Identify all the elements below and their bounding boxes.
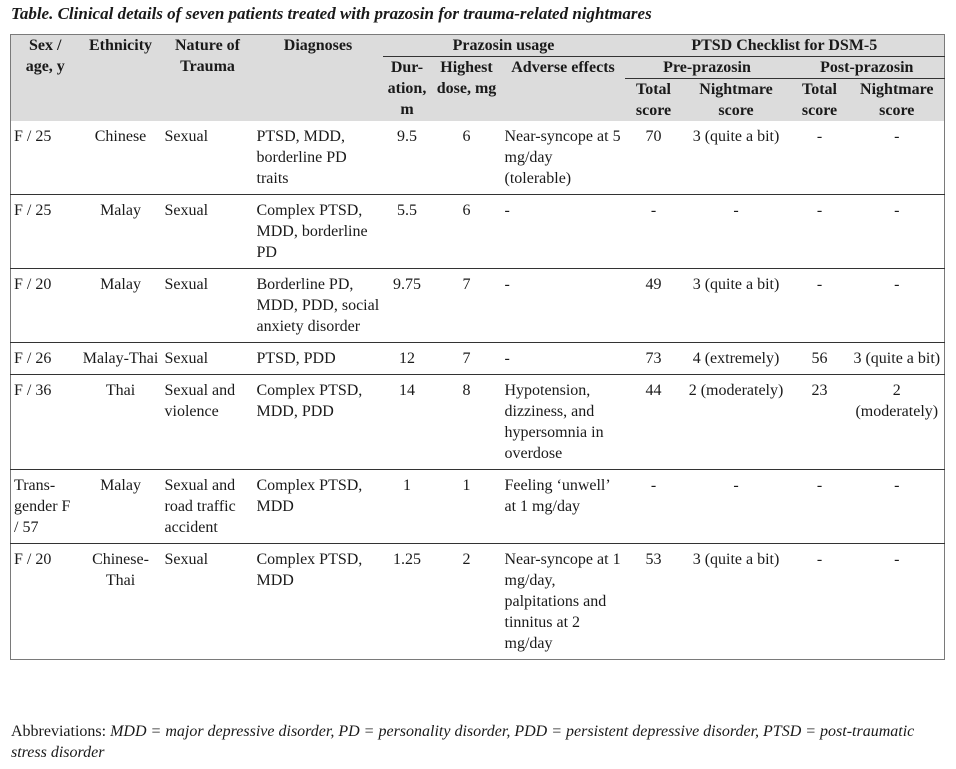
table-row (11, 121, 945, 195)
cell-diagnoses: PTSD, PDD (256, 350, 336, 367)
footnote-text: MDD = major depressive disorder, PD = personality disorder, PDD = persistent depressive disorder, PTSD = post-traumatic stress disorder (11, 723, 915, 761)
cell-adverse-effects: Near-syncope at 5 mg/day (tolerable) (504, 128, 621, 187)
cell-pre-nightmare-score: - (733, 477, 739, 494)
cell-duration: 5.5 (397, 202, 417, 219)
cell-duration: 14 (399, 382, 415, 399)
cell-post-nightmare-score: - (894, 202, 900, 219)
cell-diagnoses: Complex PTSD, MDD (256, 477, 363, 515)
cell-post-nightmare-score: - (894, 276, 900, 293)
header-highest-dose: Highest dose, mg (436, 59, 497, 97)
cell-adverse-effects: Near-syncope at 1 mg/day, palpitations and tinnitus at 2 mg/day (504, 551, 621, 652)
cell-adverse-effects: - (504, 276, 510, 293)
cell-sex-age: F / 36 (14, 382, 52, 399)
cell-adverse-effects: Hypotension, dizziness, and hypersomnia in overdose (504, 382, 604, 462)
cell-sex-age: F / 20 (14, 276, 52, 293)
cell-ethnicity: Malay (100, 202, 141, 219)
header-ethnicity: Ethnicity (88, 37, 153, 54)
header-pre-nightmare-score: Nightmare score (699, 81, 773, 119)
cell-post-nightmare-score: 3 (quite a bit) (853, 350, 941, 367)
patient-table (10, 34, 945, 660)
table-body (11, 121, 945, 660)
cell-pre-nightmare-score: 3 (quite a bit) (692, 128, 780, 145)
cell-highest-dose: 2 (462, 551, 471, 568)
cell-post-total-score: - (816, 128, 823, 145)
cell-pre-total-score: 44 (645, 382, 662, 399)
cell-pre-total-score: - (650, 477, 657, 494)
header-ptsd-checklist: PTSD Checklist for DSM-5 (625, 35, 945, 57)
footnote-prefix: Abbreviations: (11, 723, 111, 740)
cell-duration: 9.5 (397, 128, 417, 145)
cell-pre-nightmare-score: 4 (extremely) (692, 350, 780, 367)
cell-pre-total-score: - (650, 202, 657, 219)
cell-highest-dose: 6 (462, 128, 471, 145)
header-adverse-effects: Adverse effects (511, 59, 615, 76)
cell-duration: 1 (403, 477, 411, 494)
cell-sex-age: F / 26 (14, 350, 52, 367)
header-sex-age: Sex / age, y (25, 37, 65, 75)
cell-pre-nightmare-score: - (733, 202, 739, 219)
cell-post-total-score: 23 (811, 382, 828, 399)
cell-duration: 9.75 (393, 276, 421, 293)
cell-diagnoses: Complex PTSD, MDD, PDD (256, 382, 363, 420)
cell-ethnicity: Chinese-Thai (92, 551, 149, 589)
cell-pre-nightmare-score: 3 (quite a bit) (692, 551, 780, 568)
cell-adverse-effects: - (504, 350, 510, 367)
cell-nature-of-trauma: Sexual and road traffic accident (164, 477, 236, 536)
cell-nature-of-trauma: Sexual (164, 202, 209, 219)
table-row (11, 269, 945, 343)
cell-highest-dose: 7 (462, 350, 471, 367)
cell-pre-total-score: 49 (645, 276, 662, 293)
header-nature-of-trauma: Nature of Trauma (174, 37, 241, 75)
cell-pre-total-score: 70 (645, 128, 662, 145)
cell-nature-of-trauma: Sexual (164, 350, 209, 367)
cell-ethnicity: Thai (105, 382, 136, 399)
header-pre-total-score: Total score (635, 81, 672, 119)
cell-nature-of-trauma: Sexual (164, 276, 209, 293)
cell-diagnoses: Borderline PD, MDD, PDD, social anxiety disorder (256, 276, 380, 335)
cell-pre-nightmare-score: 3 (quite a bit) (692, 276, 780, 293)
cell-post-nightmare-score: - (894, 477, 900, 494)
cell-diagnoses: Complex PTSD, MDD (256, 551, 363, 589)
cell-nature-of-trauma: Sexual (164, 128, 209, 145)
table-row (11, 343, 945, 375)
cell-nature-of-trauma: Sexual and violence (164, 382, 236, 420)
cell-post-total-score: - (816, 477, 823, 494)
table-row (11, 470, 945, 544)
table-caption: Table. Clinical details of seven patients treated with prazosin for trauma-related nightmares (11, 4, 652, 23)
table-header (11, 35, 945, 122)
cell-highest-dose: 1 (462, 477, 471, 494)
header-post-nightmare-score: Nightmare score (860, 81, 934, 119)
cell-sex-age: F / 25 (14, 202, 52, 219)
cell-highest-dose: 7 (462, 276, 471, 293)
cell-pre-total-score: 53 (645, 551, 662, 568)
cell-nature-of-trauma: Sexual (164, 551, 209, 568)
cell-pre-nightmare-score: 2 (moderately) (688, 382, 784, 399)
cell-highest-dose: 6 (462, 202, 471, 219)
cell-post-nightmare-score: - (894, 128, 900, 145)
cell-duration: 12 (399, 350, 415, 367)
table-row (11, 195, 945, 269)
cell-post-total-score: - (816, 551, 823, 568)
header-pre-prazosin: Pre-prazosin (625, 57, 790, 79)
cell-ethnicity: Malay-Thai (82, 350, 159, 367)
cell-ethnicity: Malay (100, 477, 141, 494)
cell-diagnoses: PTSD, MDD, borderline PD traits (256, 128, 347, 187)
cell-pre-total-score: 73 (645, 350, 662, 367)
header-post-total-score: Total score (801, 81, 838, 119)
cell-ethnicity: Chinese (94, 128, 147, 145)
cell-sex-age: F / 25 (14, 128, 52, 145)
cell-post-total-score: 56 (811, 350, 828, 367)
header-diagnoses: Diagnoses (283, 37, 353, 54)
cell-highest-dose: 8 (462, 382, 471, 399)
cell-post-total-score: - (816, 276, 823, 293)
cell-adverse-effects: Feeling ‘unwell’ at 1 mg/day (504, 477, 610, 515)
header-post-prazosin: Post-prazosin (790, 57, 945, 79)
cell-duration: 1.25 (393, 551, 421, 568)
cell-sex-age: F / 20 (14, 551, 52, 568)
header-duration: Dur-ation, m (387, 59, 427, 118)
cell-ethnicity: Malay (100, 276, 141, 293)
cell-post-total-score: - (816, 202, 823, 219)
cell-adverse-effects: - (504, 202, 510, 219)
table-row (11, 375, 945, 470)
cell-post-nightmare-score: 2 (moderately) (855, 382, 939, 420)
abbreviations-footnote (11, 721, 941, 763)
table-row (11, 544, 945, 660)
cell-post-nightmare-score: - (894, 551, 900, 568)
cell-diagnoses: Complex PTSD, MDD, borderline PD (256, 202, 368, 261)
header-prazosin-usage: Prazosin usage (383, 35, 625, 57)
cell-sex-age: Trans-gender F / 57 (14, 477, 71, 536)
